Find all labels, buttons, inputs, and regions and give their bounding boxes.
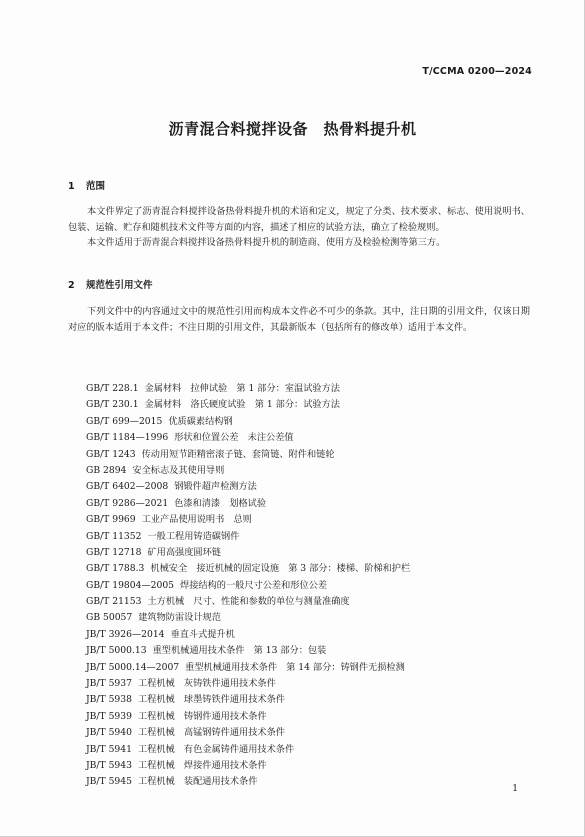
reference-item: [86, 545, 536, 561]
reference-code: GB/T 1184—1996: [86, 432, 169, 444]
reference-title: 优质碳素结构钢: [168, 415, 233, 427]
section-2-heading: [68, 277, 153, 291]
reference-title: 工程机械 有色金属铸件通用技术条件: [137, 743, 295, 755]
reference-item: [86, 774, 536, 790]
reference-code: JB/T 5000.14—2007: [86, 661, 180, 673]
reference-item: [86, 676, 536, 692]
reference-code: GB/T 9286—2021: [86, 497, 169, 509]
reference-title: 工程机械 球墨铸铁件通用技术条件: [137, 694, 285, 706]
document-title: 沥青混合料搅拌设备 热骨料提升机: [168, 120, 417, 138]
section-1-title: 范围: [86, 181, 106, 192]
reference-item: [86, 414, 536, 430]
reference-item: [86, 758, 536, 774]
reference-code: GB/T 1788.3: [86, 563, 145, 575]
reference-code: GB/T 12718: [86, 546, 142, 558]
reference-item: [86, 561, 536, 577]
reference-title: 钢锻件超声检测方法: [174, 481, 257, 493]
reference-title: 土方机械 尺寸、性能和参数的单位与测量准确度: [147, 596, 350, 608]
reference-item: [86, 397, 536, 413]
reference-code: GB 50057: [86, 612, 133, 624]
reference-title: 金属材料 拉伸试验 第 1 部分：室温试验方法: [144, 383, 340, 394]
reference-item: [86, 496, 536, 512]
references-intro: 下列文件中的内容通过文中的规范性引用而构成本文件必不可少的条款。其中，注日期的引用文件，仅该日期对应的版本适用于本文件；不注日期的引用文件，其最新版本（包括所有的修改单）适用于本文件。: [68, 306, 530, 333]
reference-code: JB/T 5937: [86, 678, 132, 690]
reference-title: 工程机械 高锰钢铸件通用技术条件: [137, 727, 285, 739]
reference-item: [86, 512, 536, 528]
reference-item: [86, 578, 536, 594]
reference-title: 重型机械通用技术条件 第 14 部分：铸钢件无损检测: [185, 661, 405, 673]
reference-item: [86, 430, 536, 446]
reference-code: GB/T 19804—2005: [86, 579, 175, 591]
reference-title: 一般工程用铸造碳钢件: [147, 530, 240, 542]
section-2-number: 2: [68, 280, 75, 291]
reference-title: 工程机械 装配通用技术条件: [137, 776, 258, 788]
reference-item: [86, 479, 536, 495]
reference-item: [86, 627, 536, 643]
reference-item: [86, 447, 536, 463]
reference-title: 工程机械 灰铸铁件通用技术条件: [137, 678, 276, 690]
reference-code: GB/T 21153: [86, 596, 142, 608]
reference-code: JB/T 5938: [86, 694, 132, 706]
reference-title: 垂直斗式提升机: [170, 628, 235, 640]
reference-item: [86, 643, 536, 659]
reference-title: 重型机械通用技术条件 第 13 部分：包装: [152, 645, 327, 657]
reference-code: JB/T 5945: [86, 776, 132, 788]
reference-item: [86, 692, 536, 708]
reference-title: 焊接结构的一般尺寸公差和形位公差: [180, 579, 328, 591]
reference-title: 安全标志及其使用导则: [132, 464, 225, 476]
reference-code: JB/T 5943: [86, 759, 132, 771]
reference-item: [86, 594, 536, 610]
scope-paragraph-1: 本文件界定了沥青混合料搅拌设备热骨料提升机的术语和定义，规定了分类、技术要求、标志、使用说明书、包装、运输、贮存和随机技术文件等方面的内容，描述了相应的试验方法，确立了检验规则。: [68, 206, 530, 233]
reference-title: 色漆和清漆 划格试验: [174, 497, 267, 509]
reference-item: [86, 610, 536, 626]
reference-title: 矿用高强度圆环链: [147, 546, 221, 558]
reference-code: JB/T 5939: [86, 710, 132, 722]
reference-title: 传动用短节距精密滚子链、套筒链、附件和链轮: [141, 448, 335, 460]
reference-title: 工程机械 焊接件通用技术条件: [137, 759, 267, 771]
reference-title: 形状和位置公差 未注公差值: [174, 432, 294, 444]
reference-title: 工业产品使用说明书 总则: [141, 514, 252, 526]
reference-code: GB/T 230.1: [86, 399, 139, 411]
reference-item: [86, 725, 536, 741]
reference-code: JB/T 5000.13: [86, 645, 147, 657]
reference-code: GB/T 1243: [86, 448, 136, 460]
section-1-number: 1: [68, 181, 75, 192]
reference-item: [86, 660, 536, 676]
reference-list: [86, 381, 536, 791]
scope-paragraph-2: 本文件适用于沥青混合料搅拌设备热骨料提升机的制造商、使用方及检验检测等第三方。: [87, 237, 446, 248]
reference-title: 机械安全 接近机械的固定设施 第 3 部分：楼梯、阶梯和护栏: [150, 563, 411, 575]
reference-code: GB 2894: [86, 464, 127, 476]
reference-code: GB/T 6402—2008: [86, 481, 169, 493]
reference-code: GB/T 9969: [86, 514, 136, 526]
reference-code: JB/T 5940: [86, 727, 132, 739]
reference-title: 建筑物防雷设计规范: [138, 612, 221, 624]
reference-item: [86, 381, 536, 397]
reference-code: JB/T 3926—2014: [86, 628, 165, 640]
reference-title: 金属材料 洛氏硬度试验 第 1 部分：试验方法: [144, 399, 340, 411]
reference-item: [86, 742, 536, 758]
reference-code: GB/T 699—2015: [86, 415, 163, 427]
page-number: 1: [512, 784, 518, 794]
reference-item: [86, 529, 536, 545]
document-id: T/CCMA 0200—2024: [422, 66, 532, 77]
section-1-heading: [68, 178, 105, 192]
section-2-title: 规范性引用文件: [86, 280, 153, 291]
reference-item: [86, 709, 536, 725]
reference-code: JB/T 5941: [86, 743, 132, 755]
reference-code: GB/T 11352: [86, 530, 142, 542]
reference-code: GB/T 228.1: [86, 383, 139, 394]
reference-title: 工程机械 铸钢件通用技术条件: [137, 710, 267, 722]
reference-item: [86, 463, 536, 479]
